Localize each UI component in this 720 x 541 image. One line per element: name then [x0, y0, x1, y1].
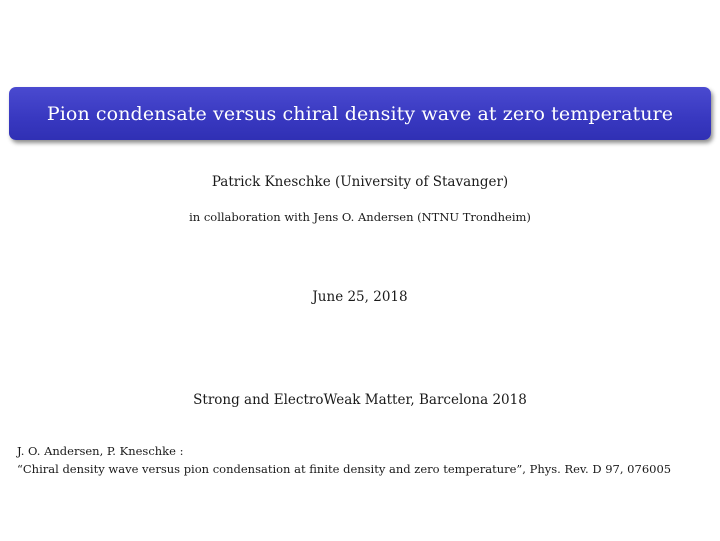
reference-citation: “Chiral density wave versus pion condensation at finite density and zero temperature”, Phys. Rev. D 97, 076005: [17, 462, 672, 476]
reference-authors: J. O. Andersen, P. Kneschke :: [17, 444, 184, 458]
author-line: Patrick Kneschke (University of Stavanger): [211, 174, 509, 190]
conference-name: Strong and ElectroWeak Matter, Barcelona 2018: [193, 392, 527, 408]
presentation-date: June 25, 2018: [312, 289, 408, 305]
slide-title: Pion condensate versus chiral density wave at zero temperature: [46, 102, 674, 125]
collaboration-line: in collaboration with Jens O. Andersen (NTNU Trondheim): [189, 210, 531, 224]
title-banner: [9, 87, 711, 140]
